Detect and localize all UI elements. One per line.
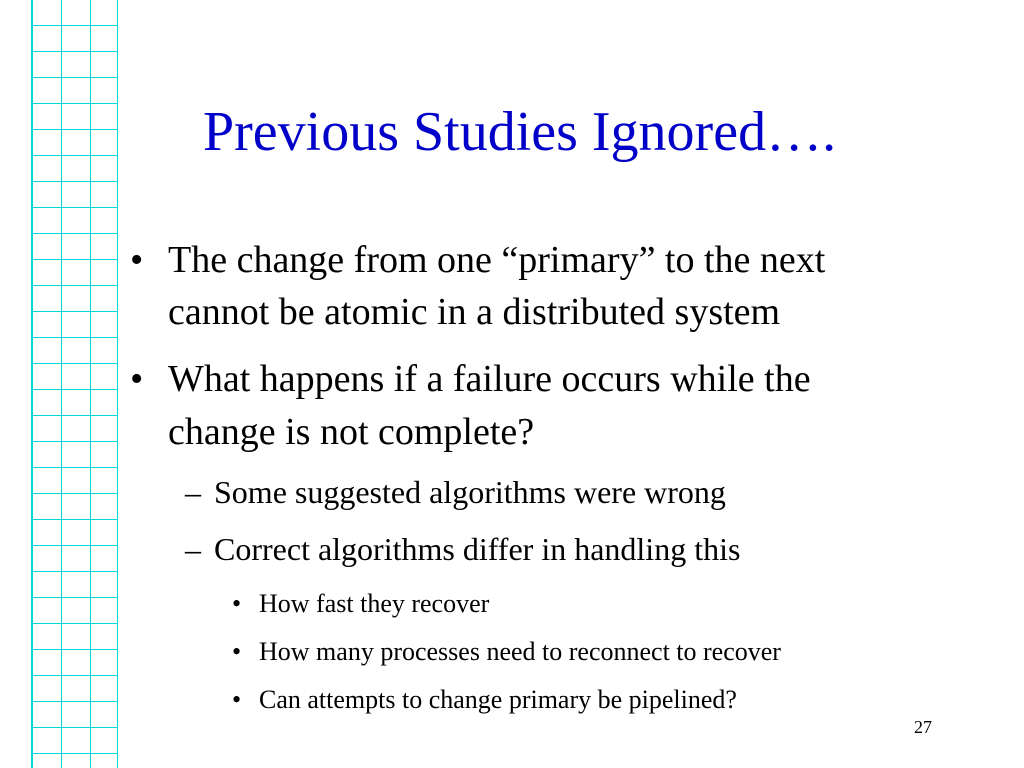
dash-marker: – — [185, 474, 201, 510]
bullet-marker: • — [130, 239, 144, 281]
sub-bullet-text: Correct algorithms differ in handling this — [214, 531, 741, 567]
third-level-text: How many processes need to reconnect to recover — [259, 637, 781, 666]
third-level-text: Can attempts to change primary be pipelined? — [259, 685, 737, 714]
bullet-marker: • — [232, 637, 242, 666]
page-number: 27 — [914, 717, 932, 737]
bullet-text-line: change is not complete? — [168, 411, 535, 453]
bullet-text-line: What happens if a failure occurs while the — [168, 358, 811, 400]
third-level-text: How fast they recover — [259, 589, 490, 618]
sub-bullet-text: Some suggested algorithms were wrong — [214, 474, 726, 510]
bullet-marker: • — [232, 685, 242, 714]
bullet-marker: • — [232, 589, 242, 618]
dash-marker: – — [185, 531, 201, 567]
slide-title: Previous Studies Ignored…. — [203, 101, 837, 163]
bullet-marker: • — [130, 358, 144, 400]
bullet-text-line: cannot be atomic in a distributed system — [168, 291, 781, 333]
bullet-text-line: The change from one “primary” to the next — [168, 239, 826, 281]
